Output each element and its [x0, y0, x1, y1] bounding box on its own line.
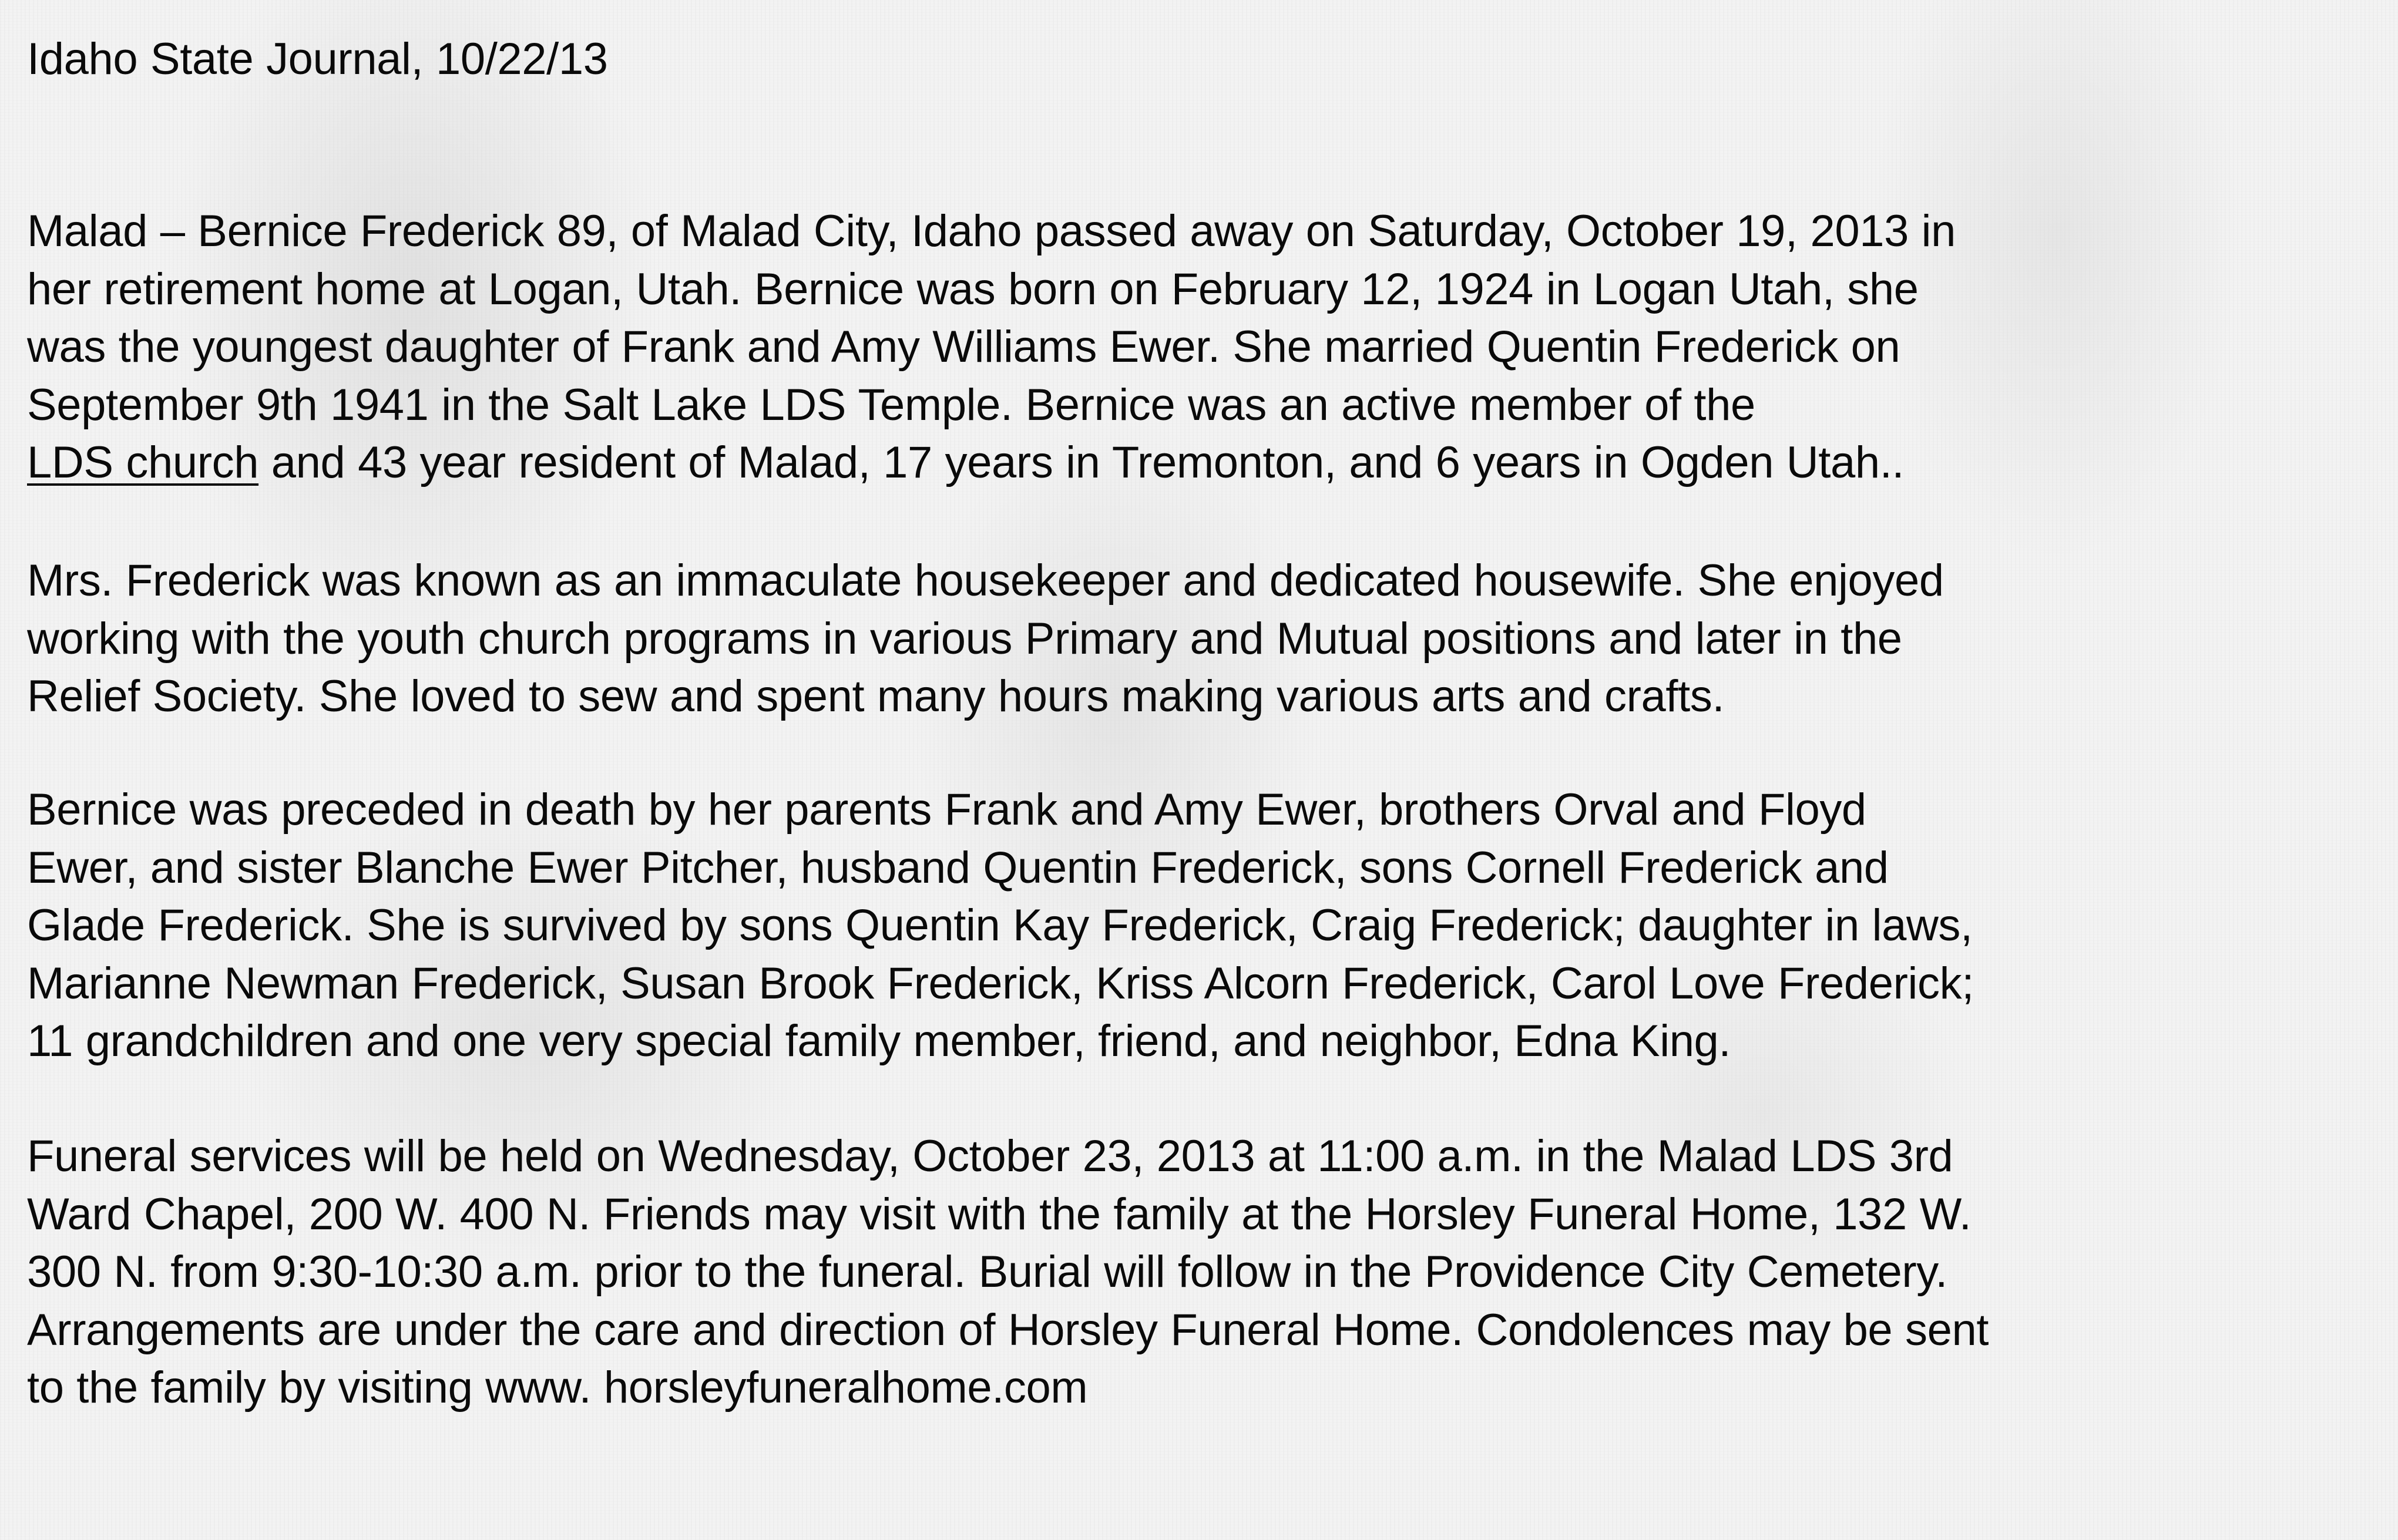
- text-line: September 9th 1941 in the Salt Lake LDS Temple. Bernice was an active member of the: [27, 379, 1755, 430]
- text-line: working with the youth church programs in various Primary and Mutual positions and later in the: [27, 613, 1902, 664]
- text-line: Funeral services will be held on Wednesday, October 23, 2013 at 11:00 a.m. in the Malad LDS 3rd: [27, 1131, 1953, 1181]
- paragraph-funeral-services: [27, 1128, 1989, 1417]
- text-line-rest: and 43 year resident of Malad, 17 years in Tremonton, and 6 years in Ogden Utah..: [258, 438, 1905, 487]
- paragraph-family: [27, 781, 1974, 1071]
- text-line: Malad – Bernice Frederick 89, of Malad City, Idaho passed away on Saturday, October 19, 2013 in: [27, 206, 1956, 256]
- text-line: 11 grandchildren and one very special family member, friend, and neighbor, Edna King.: [27, 1016, 1731, 1066]
- paragraph-life-description: [27, 552, 1944, 726]
- paragraph-death-notice: [27, 203, 1956, 492]
- lds-church-link[interactable]: LDS church: [27, 438, 259, 487]
- text-line: to the family by visiting www. horsleyfuneralhome.com: [27, 1363, 1088, 1413]
- text-line: was the youngest daughter of Frank and Amy Williams Ewer. She married Quentin Frederick on: [27, 322, 1900, 372]
- text-line: Marianne Newman Frederick, Susan Brook Frederick, Kriss Alcorn Frederick, Carol Love Frederick;: [27, 958, 1974, 1008]
- text-line: 300 N. from 9:30-10:30 a.m. prior to the funeral. Burial will follow in the Providence City Cemetery.: [27, 1247, 1947, 1297]
- text-line: Mrs. Frederick was known as an immaculate housekeeper and dedicated housewife. She enjoyed: [27, 556, 1944, 606]
- text-line: [27, 434, 1956, 492]
- text-line: Bernice was preceded in death by her parents Frank and Amy Ewer, brothers Orval and Floyd: [27, 785, 1866, 835]
- text-line: Glade Frederick. She is survived by sons Quentin Kay Frederick, Craig Frederick; daughter in laws,: [27, 900, 1973, 950]
- text-line: Ewer, and sister Blanche Ewer Pitcher, husband Quentin Frederick, sons Cornell Frederick and: [27, 842, 1889, 893]
- text-line: Arrangements are under the care and direction of Horsley Funeral Home. Condolences may be sent: [27, 1304, 1989, 1355]
- source-header: Idaho State Journal, 10/22/13: [27, 34, 608, 84]
- text-line: Ward Chapel, 200 W. 400 N. Friends may visit with the family at the Horsley Funeral Home, 132 W.: [27, 1189, 1972, 1239]
- text-line: Relief Society. She loved to sew and spent many hours making various arts and crafts.: [27, 671, 1725, 721]
- text-line: her retirement home at Logan, Utah. Bernice was born on February 12, 1924 in Logan Utah, she: [27, 264, 1919, 314]
